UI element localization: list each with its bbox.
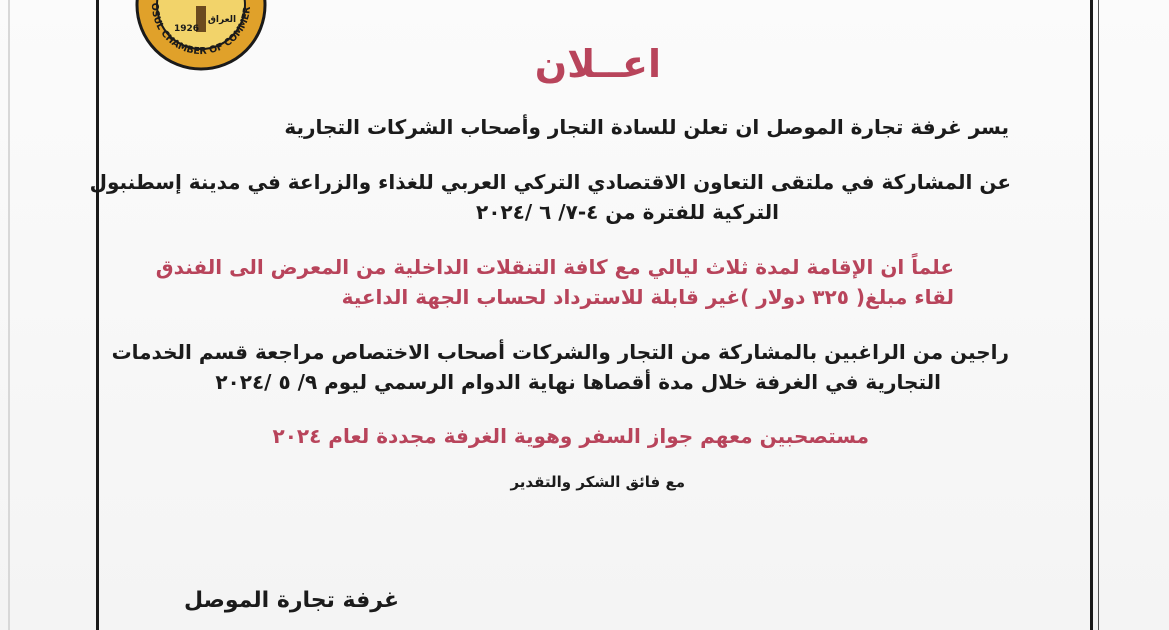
announcement-title: اعــلان xyxy=(534,42,661,86)
intro-line: يسر غرفة تجارة الموصل ان تعلن للسادة التجار وأصحاب الشركات التجارية xyxy=(284,115,1009,139)
accommodation-line: علماً ان الإقامة لمدة ثلاث ليالي مع كافة التنقلات الداخلية من المعرض الى الفندق xyxy=(155,255,954,279)
event-line: عن المشاركة في ملتقى التعاون الاقتصادي التركي العربي للغذاء والزراعة في مدينة إسطنبول xyxy=(89,170,1011,194)
event-dates-line: التركية للفترة من ٤-٧/ ٦ /٢٠٢٤ xyxy=(475,200,779,224)
requirements-line: مستصحبين معهم جواز السفر وهوية الغرفة مجددة لعام ٢٠٢٤ xyxy=(272,424,869,448)
logo-country: العراق xyxy=(207,15,237,25)
fee-line: لقاء مبلغ( ٣٢٥ دولار )غير قابلة للاسترداد لحساب الجهة الداعية xyxy=(341,285,954,309)
right-border-thin-line xyxy=(1098,0,1099,630)
left-border-line xyxy=(96,0,99,630)
deadline-line: التجارية في الغرفة خلال مدة أقصاها نهاية الدوام الرسمي ليوم ٩/ ٥ /٢٠٢٤ xyxy=(215,370,941,394)
signature: غرفة تجارة الموصل xyxy=(183,588,399,613)
mosul-chamber-logo xyxy=(134,0,268,72)
page-edge xyxy=(8,0,10,630)
right-border-line xyxy=(1090,0,1093,630)
logo-year: 1926 xyxy=(174,24,200,34)
logo-english-name: OSUL CHAMBER OF COMMER xyxy=(148,2,254,58)
closing-line: مع فائق الشكر والتقدير xyxy=(510,473,685,491)
instructions-line: راجين من الراغبين بالمشاركة من التجار والشركات أصحاب الاختصاص مراجعة قسم الخدمات xyxy=(111,340,1009,364)
